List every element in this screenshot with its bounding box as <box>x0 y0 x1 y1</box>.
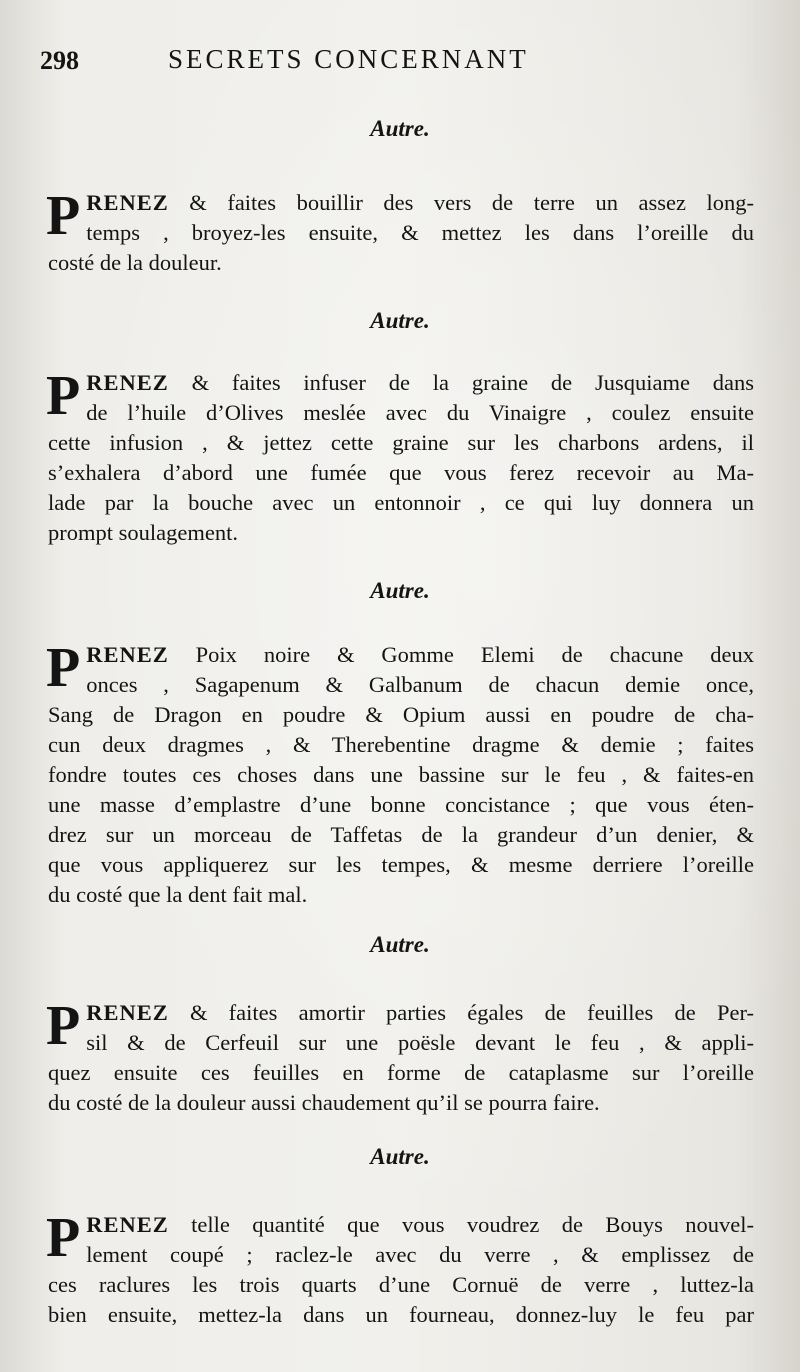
text-line: s’exhalera d’abord une fumée que vous ferez recevoir au Ma- <box>48 460 754 485</box>
recipe-heading: Autre. <box>370 932 430 957</box>
bleed-through-text <box>794 168 800 191</box>
text-line: que vous appliquerez sur les tempes, & mesme derriere l’oreille <box>48 852 754 877</box>
text-line: fondre toutes ces choses dans une bassine sur le feu , & faites-en <box>48 762 754 787</box>
text-line: bien ensuite, mettez-la dans un fourneau, donnez-luy le feu par <box>48 1302 754 1327</box>
text-line: RENEZ & faites infuser de la graine de Jusquiame dans <box>86 370 754 395</box>
recipe-paragraph <box>46 365 754 548</box>
recipe-paragraph <box>46 1207 754 1330</box>
text-line: prompt soulagement. <box>48 520 238 545</box>
text-line: RENEZ Poix noire & Gomme Elemi de chacune deux <box>86 642 754 667</box>
recipe-paragraph <box>46 995 754 1118</box>
text-line: RENEZ telle quantité que vous voudrez de Bouys nouvel- <box>86 1212 754 1237</box>
text-line: onces , Sagapenum & Galbanum de chacun demie once, <box>86 672 754 697</box>
recipe-paragraph <box>46 185 754 278</box>
text-line: Sang de Dragon en poudre & Opium aussi en poudre de cha- <box>48 702 754 727</box>
lead-word: RENEZ <box>86 370 169 395</box>
lead-word: RENEZ <box>86 1000 169 1025</box>
text-line: RENEZ & faites amortir parties égales de feuilles de Per- <box>86 1000 754 1025</box>
lead-word: RENEZ <box>86 190 169 215</box>
text-line: cette infusion , & jettez cette graine sur les charbons ardens, il <box>48 430 754 455</box>
recipe-paragraph <box>46 637 754 910</box>
lead-word: RENEZ <box>86 642 169 667</box>
drop-cap: P <box>46 637 81 699</box>
lead-word: RENEZ <box>86 1212 169 1237</box>
drop-cap: P <box>46 185 81 247</box>
text-line: du costé que la dent fait mal. <box>48 882 308 907</box>
recipe-heading: Autre. <box>370 308 430 333</box>
text-line: lement coupé ; raclez-le avec du verre , & emplissez de <box>86 1242 754 1267</box>
text-line: cun deux dragmes , & Therebentine dragme & demie ; faites <box>48 732 754 757</box>
running-title: SECRETS CONCERNANT <box>168 44 529 74</box>
drop-cap: P <box>46 365 81 427</box>
drop-cap: P <box>46 1207 81 1269</box>
page-number: 298 <box>40 46 79 75</box>
text-line: une masse d’emplastre d’une bonne concistance ; que vous éten- <box>48 792 754 817</box>
text-line: lade par la bouche avec un entonnoir , ce qui luy donnera un <box>48 490 754 515</box>
text-line: drez sur un morceau de Taffetas de la grandeur d’un denier, & <box>48 822 754 847</box>
text-line: temps , broyez-les ensuite, & mettez les dans l’oreille du <box>86 220 754 245</box>
text-line: ces raclures les trois quarts d’une Cornuë de verre , luttez-la <box>48 1272 754 1297</box>
text-line: RENEZ & faites bouillir des vers de terre un assez long- <box>86 190 754 215</box>
text-line: quez ensuite ces feuilles en forme de cataplasme sur l’oreille <box>48 1060 754 1085</box>
recipe-heading: Autre. <box>370 1144 430 1169</box>
drop-cap: P <box>46 995 81 1057</box>
text-line: sil & de Cerfeuil sur une poësle devant le feu , & appli- <box>86 1030 754 1055</box>
text-line: costé de la douleur. <box>48 250 222 275</box>
recipe-heading: Autre. <box>370 578 430 603</box>
recipe-heading: Autre. <box>370 116 430 141</box>
text-line: de l’huile d’Olives meslée avec du Vinaigre , coulez ensuite <box>86 400 754 425</box>
text-line: du costé de la douleur aussi chaudement qu’il se pourra faire. <box>48 1090 600 1115</box>
page-header <box>40 42 740 78</box>
